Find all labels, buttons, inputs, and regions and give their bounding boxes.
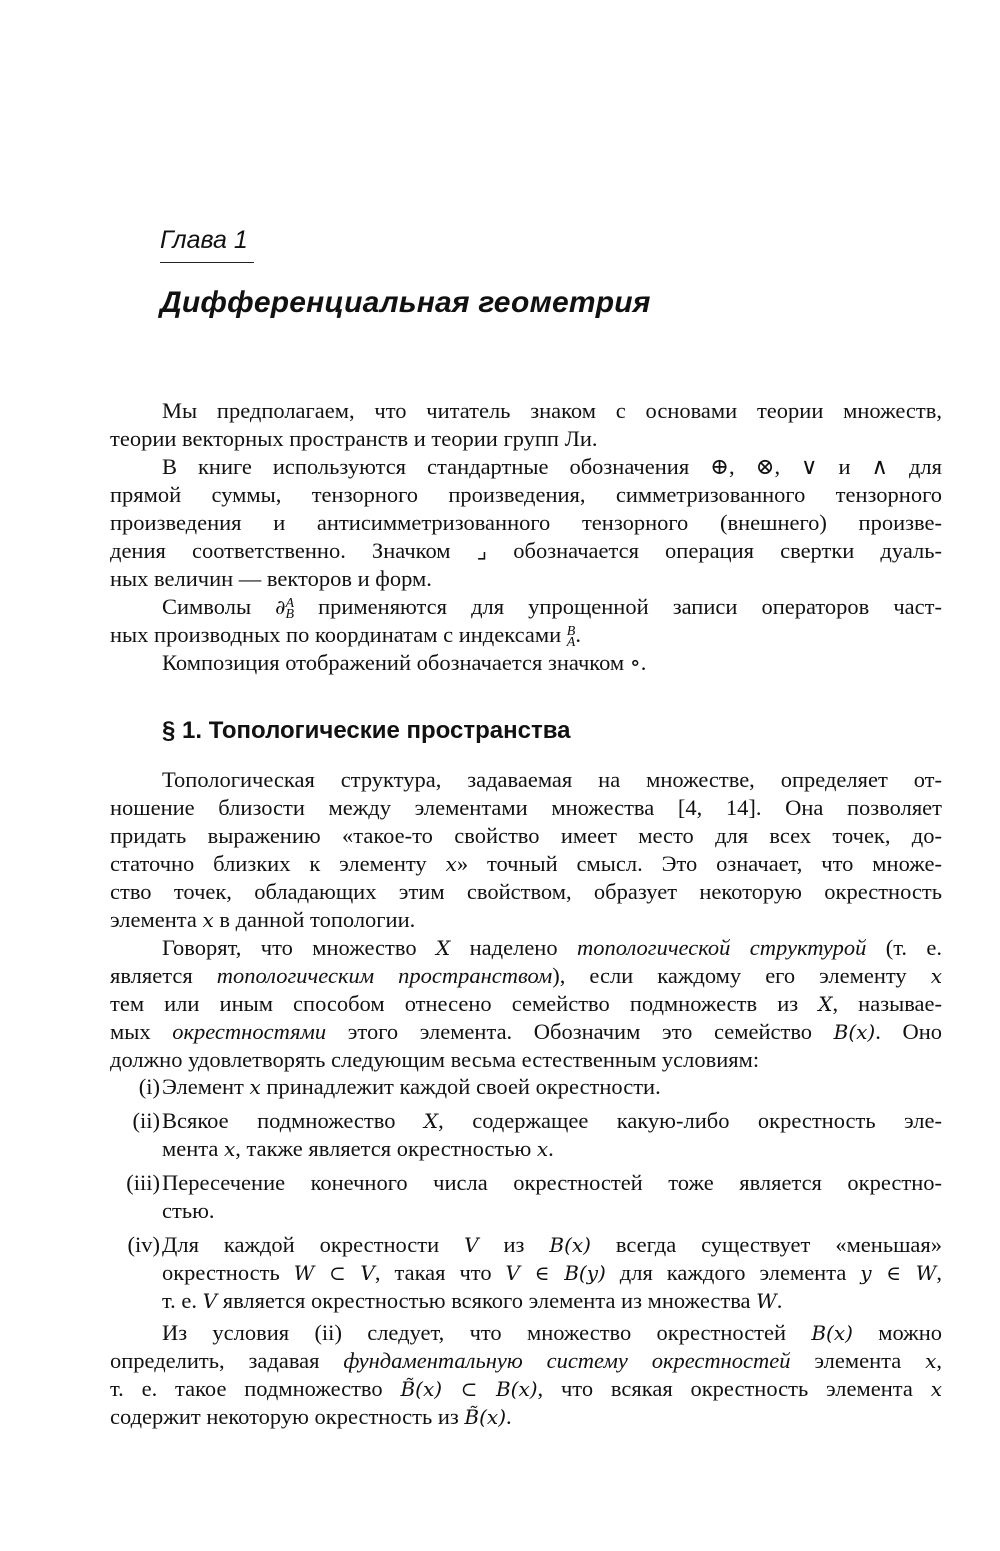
chapter-underline <box>160 262 254 263</box>
section-paragraphs <box>110 766 942 1074</box>
intro-text <box>110 397 942 677</box>
math-symbol: B̃(x) ⊂ B(x) <box>400 1377 538 1401</box>
text-line: Композиция отображений обозначается значком ∘. <box>162 650 647 675</box>
text-line: т. е. такое подмножество B̃(x) ⊂ B(x), что всякая окрестность элемента x <box>110 1376 942 1401</box>
conditions-list <box>110 1067 942 1315</box>
chapter-title: Дифференциальная геометрия <box>160 286 651 319</box>
math-symbol: x <box>224 1137 236 1161</box>
index: B <box>285 606 295 622</box>
text-line: стью. <box>162 1198 215 1223</box>
math-symbol: B̃(x) <box>464 1405 507 1429</box>
text-line: содержит некоторую окрестность из B̃(x). <box>110 1404 512 1429</box>
text-line: статочно близких к элементу x» точный смысл. Это означает, что множе- <box>110 851 942 876</box>
text-line: Элемент x принадлежит каждой своей окрестности. <box>162 1074 661 1099</box>
text-line: Символы ∂ A B применяются для упрощенной записи операторов част- <box>162 594 942 622</box>
math-symbol: W <box>756 1289 777 1313</box>
condition-label: (iv) <box>127 1232 160 1257</box>
text-line: Из условия (ii) следует, что множество окрестностей B(x) можно <box>162 1320 942 1345</box>
math-symbol: W ⊂ V <box>293 1261 375 1285</box>
emphasized-term: топологической структурой <box>577 935 867 960</box>
text-line: дения соответственно. Значком ⌟ обозначается операция свертки дуаль- <box>110 538 942 563</box>
math-symbol: V <box>202 1289 218 1313</box>
emphasized-term: окрестностями <box>172 1019 327 1044</box>
index: A <box>566 634 576 650</box>
text-line: Топологическая структура, задаваемая на множестве, определяет от- <box>162 767 942 792</box>
section-heading: § 1. Топологические пространства <box>162 717 571 744</box>
text-line: элемента x в данной топологии. <box>110 907 416 932</box>
math-symbol: V ∈ B(y) <box>505 1261 606 1285</box>
text-line: придать выражению «такое-то свойство имеет место для всех точек, до- <box>110 823 942 848</box>
text-line: окрестность W ⊂ V, такая что V ∈ B(y) для каждого элемента y ∈ W, <box>162 1260 942 1285</box>
condition-item <box>110 1169 942 1225</box>
text-line: прямой суммы, тензорного произведения, симметризованного тензорного <box>110 482 942 507</box>
math-symbol: x <box>202 908 214 932</box>
text-line: Говорят, что множество X наделено топологической структурой (т. е. <box>162 935 942 960</box>
condition-item <box>110 1073 942 1101</box>
index: B <box>566 623 576 639</box>
text-line: ных производных по координатам с индексами B A . <box>110 622 581 650</box>
math-symbol: y ∈ W <box>860 1261 937 1285</box>
index: A <box>285 595 295 611</box>
text-line: Пересечение конечного числа окрестностей тоже является окрестно- <box>162 1170 942 1195</box>
text-line: определить, задавая фундаментальную систему окрестностей элемента x, <box>110 1348 942 1373</box>
chapter-label: Глава 1 <box>160 226 248 254</box>
math-symbol: B(x) <box>811 1321 853 1345</box>
text-line: т. е. V является окрестностью всякого элемента из множества W. <box>162 1288 783 1313</box>
index-stack <box>566 623 576 650</box>
math-symbol: X <box>818 992 833 1016</box>
math-symbol: x <box>445 852 457 876</box>
text-line: мых окрестностями этого элемента. Обозначим это семейство B(x). Оно <box>110 1019 942 1044</box>
math-symbol: x <box>930 1377 942 1401</box>
math-symbol: V <box>464 1233 479 1257</box>
math-symbol: x <box>249 1075 261 1099</box>
math-symbol: ∂ <box>275 595 286 619</box>
math-symbol: x <box>930 964 942 988</box>
math-symbol: x <box>536 1137 549 1161</box>
text-line: тем или иным способом отнесено семейство подмножеств из X, называе- <box>110 991 942 1016</box>
text-line: Для каждой окрестности V из B(x) всегда существует «меньшая» <box>162 1232 943 1257</box>
math-symbol: B(x) <box>833 1020 876 1044</box>
condition-item <box>110 1231 942 1315</box>
condition-label: (i) <box>138 1074 160 1099</box>
text-line: ство точек, обладающих этим свойством, образует некоторую окрестность <box>110 879 942 904</box>
text-line: Всякое подмножество X, содержащее какую-либо окрестность эле- <box>162 1108 942 1133</box>
condition-item <box>110 1107 942 1163</box>
index-stack <box>285 595 295 622</box>
closing-paragraph <box>110 1319 942 1431</box>
text-line: ношение близости между элементами множества [4, 14]. Она позволяет <box>110 795 942 820</box>
text-line: мента x, также является окрестностью x. <box>162 1136 554 1161</box>
text-line: теории векторных пространств и теории групп Ли. <box>110 426 598 451</box>
text-line: В книге используются стандартные обозначения ⊕, ⊗, ∨ и ∧ для <box>162 454 942 479</box>
math-symbol: x <box>925 1349 937 1373</box>
text-line: Мы предполагаем, что читатель знаком с основами теории множеств, <box>162 398 942 423</box>
math-symbol: X <box>423 1109 439 1133</box>
emphasized-term: фундаментальную систему окрестностей <box>343 1348 791 1373</box>
text-line: должно удовлетворять следующим весьма естественным условиям: <box>110 1047 760 1072</box>
text-line: ных величин — векторов и форм. <box>110 566 432 591</box>
text-line: произведения и антисимметризованного тензорного (внешнего) произве- <box>110 510 942 535</box>
math-symbol: X <box>435 936 451 960</box>
math-symbol: B(x) <box>549 1233 591 1257</box>
emphasized-term: топологическим пространством <box>216 963 553 988</box>
condition-label: (iii) <box>126 1170 160 1195</box>
text-line: является топологическим пространством), если каждому его элементу x <box>110 963 942 988</box>
condition-label: (ii) <box>132 1108 160 1133</box>
